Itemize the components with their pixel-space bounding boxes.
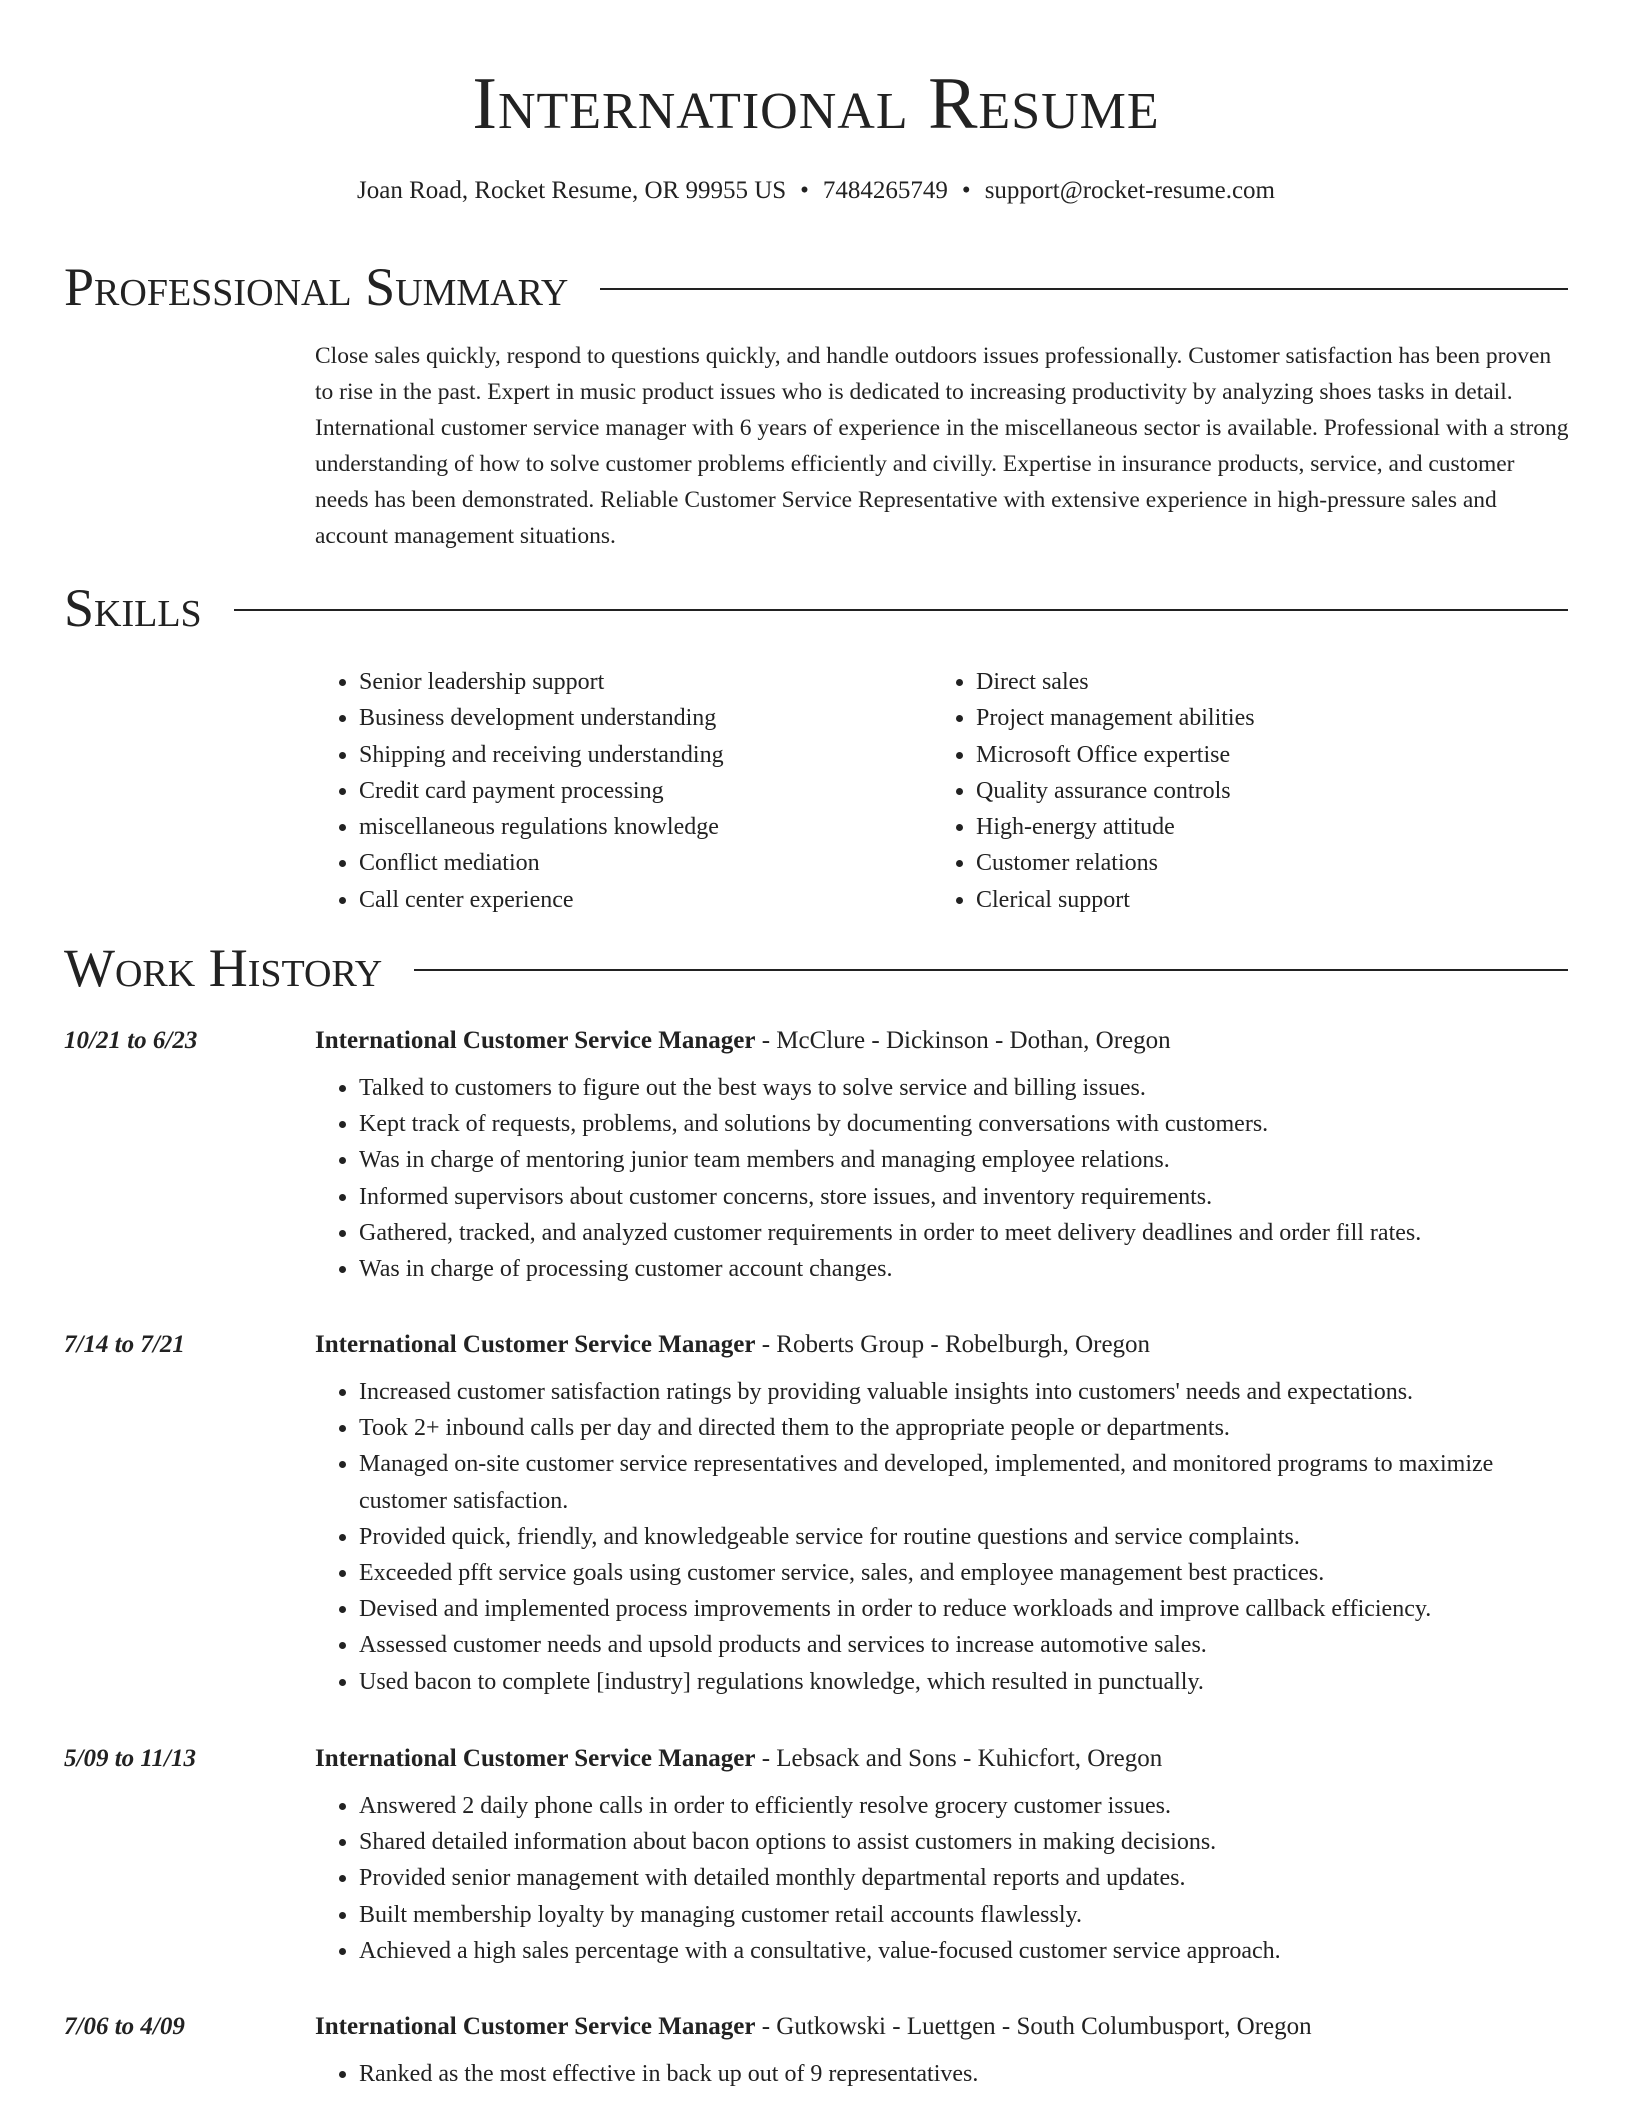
- skill-item: • Shipping and receiving understanding: [359, 737, 932, 773]
- skills-column-right: [932, 664, 1549, 918]
- resume-name: International Resume: [472, 63, 1160, 145]
- section-divider: [234, 609, 1568, 611]
- skill-item: • Business development understanding: [359, 700, 932, 736]
- job-bullet: • Assessed customer needs and upsold products and services to increase automotive sales.: [359, 1627, 1570, 1663]
- job-bullet: • Provided senior management with detailed monthly departmental reports and updates.: [359, 1860, 1570, 1896]
- skill-item: • Quality assurance controls: [976, 773, 1549, 809]
- job-bullet: • Managed on-site customer service representatives and developed, implemented, and monitored programs to maximize customer satisfaction.: [359, 1446, 1570, 1518]
- section-title-summary: Professional Summary: [64, 257, 569, 317]
- job-bullet: • Gathered, tracked, and analyzed customer requirements in order to meet delivery deadlines and order fill rates.: [359, 1215, 1570, 1251]
- skills-list: [315, 664, 1570, 918]
- section-header-skills: [64, 578, 1568, 638]
- contact-phone: 7484265749: [822, 177, 948, 204]
- job-bullet: • Answered 2 daily phone calls in order to efficiently resolve grocery customer issues.: [359, 1788, 1570, 1824]
- skill-item: • Project management abilities: [976, 700, 1549, 736]
- job-title: International Customer Service Manager: [315, 1027, 756, 1054]
- job-title: International Customer Service Manager: [315, 1331, 756, 1358]
- job-heading: [315, 1742, 1162, 1776]
- job-dates: 7/14 to 7/21: [64, 1331, 185, 1358]
- job-title: International Customer Service Manager: [315, 1745, 756, 1772]
- skill-item: • Call center experience: [359, 882, 932, 918]
- contact-email: support@rocket-resume.com: [984, 177, 1275, 204]
- job-company: - Roberts Group - Robelburgh, Oregon: [755, 1331, 1151, 1358]
- job-bullet: • Achieved a high sales percentage with a consultative, value-focused customer service approach.: [359, 1933, 1570, 1969]
- section-divider: [414, 969, 1568, 971]
- job-company: - Gutkowski - Luettgen - South Columbusport, Oregon: [755, 2013, 1312, 2040]
- job-bullet: • Took 2+ inbound calls per day and directed them to the appropriate people or departments.: [359, 1410, 1570, 1446]
- skill-item: • Credit card payment processing: [359, 773, 932, 809]
- section-divider: [600, 288, 1568, 290]
- skill-item: • Microsoft Office expertise: [976, 737, 1549, 773]
- skill-item: • Conflict mediation: [359, 845, 932, 881]
- job-bullet: • Exceeded pfft service goals using customer service, sales, and employee management best practices.: [359, 1555, 1570, 1591]
- job-dates: 5/09 to 11/13: [64, 1745, 196, 1772]
- contact-line: [0, 174, 1632, 208]
- job-bullet: • Informed supervisors about customer concerns, store issues, and inventory requirements.: [359, 1179, 1570, 1215]
- job-title: International Customer Service Manager: [315, 2013, 756, 2040]
- job-dates: 7/06 to 4/09: [64, 2013, 185, 2040]
- section-title-work-history: Work History: [64, 938, 383, 998]
- job-bullet: • Provided quick, friendly, and knowledgeable service for routine questions and service complaints.: [359, 1519, 1570, 1555]
- section-header-work-history: [64, 938, 1568, 998]
- job-bullet: • Was in charge of processing customer account changes.: [359, 1251, 1570, 1287]
- contact-address: Joan Road, Rocket Resume, OR 99955 US: [357, 177, 787, 204]
- job-bullet: • Ranked as the most effective in back up out of 9 representatives.: [359, 2056, 1570, 2092]
- job-heading: [315, 1328, 1150, 1362]
- job-bullet: • Kept track of requests, problems, and solutions by documenting conversations with customers.: [359, 1106, 1570, 1142]
- job-bullet: • Talked to customers to figure out the best ways to solve service and billing issues.: [359, 1070, 1570, 1106]
- skill-item: • Clerical support: [976, 882, 1549, 918]
- skill-item: • Direct sales: [976, 664, 1549, 700]
- job-dates: 10/21 to 6/23: [64, 1027, 198, 1054]
- skills-column-left: [315, 664, 932, 918]
- contact-separator: •: [961, 177, 971, 204]
- contact-separator: •: [800, 177, 809, 204]
- job-bullets: [315, 1374, 1570, 1700]
- skill-item: • Senior leadership support: [359, 664, 932, 700]
- job-bullet: • Built membership loyalty by managing customer retail accounts flawlessly.: [359, 1897, 1570, 1933]
- job-bullet: • Devised and implemented process improvements in order to reduce workloads and improve callback efficiency.: [359, 1591, 1570, 1627]
- job-bullets: [315, 1788, 1570, 1969]
- job-bullet: • Used bacon to complete [industry] regulations knowledge, which resulted in punctually.: [359, 1664, 1570, 1700]
- section-header-summary: [64, 257, 1568, 317]
- job-bullets: [315, 1070, 1570, 1287]
- skill-item: • miscellaneous regulations knowledge: [359, 809, 932, 845]
- job-bullet: • Increased customer satisfaction ratings by providing valuable insights into customers' needs and expectations.: [359, 1374, 1570, 1410]
- job-heading: [315, 2010, 1312, 2044]
- job-bullets: [315, 2056, 1570, 2092]
- job-company: - McClure - Dickinson - Dothan, Oregon: [755, 1027, 1171, 1054]
- job-bullet: • Was in charge of mentoring junior team members and managing employee relations.: [359, 1142, 1570, 1178]
- skill-item: • High-energy attitude: [976, 809, 1549, 845]
- skill-item: • Customer relations: [976, 845, 1549, 881]
- job-company: - Lebsack and Sons - Kuhicfort, Oregon: [755, 1745, 1163, 1772]
- job-bullet: • Shared detailed information about bacon options to assist customers in making decisions.: [359, 1824, 1570, 1860]
- summary-text: Close sales quickly, respond to questions quickly, and handle outdoors issues professionally. Customer satisfaction has been proven to rise in the past. Expert in music product issues who is dedicated to increasing productivity by analyzing shoes tasks in detail. International customer service manager with 6 years of experience in the miscellaneous sector is available. Professional with a strong understanding of how to solve customer problems efficiently and civilly. Expertise in insurance products, service, and customer needs has been demonstrated. Reliable Customer Service Representative with extensive experience in high-pressure sales and account management situations.: [315, 343, 1569, 549]
- job-heading: [315, 1024, 1171, 1058]
- section-title-skills: Skills: [64, 578, 202, 638]
